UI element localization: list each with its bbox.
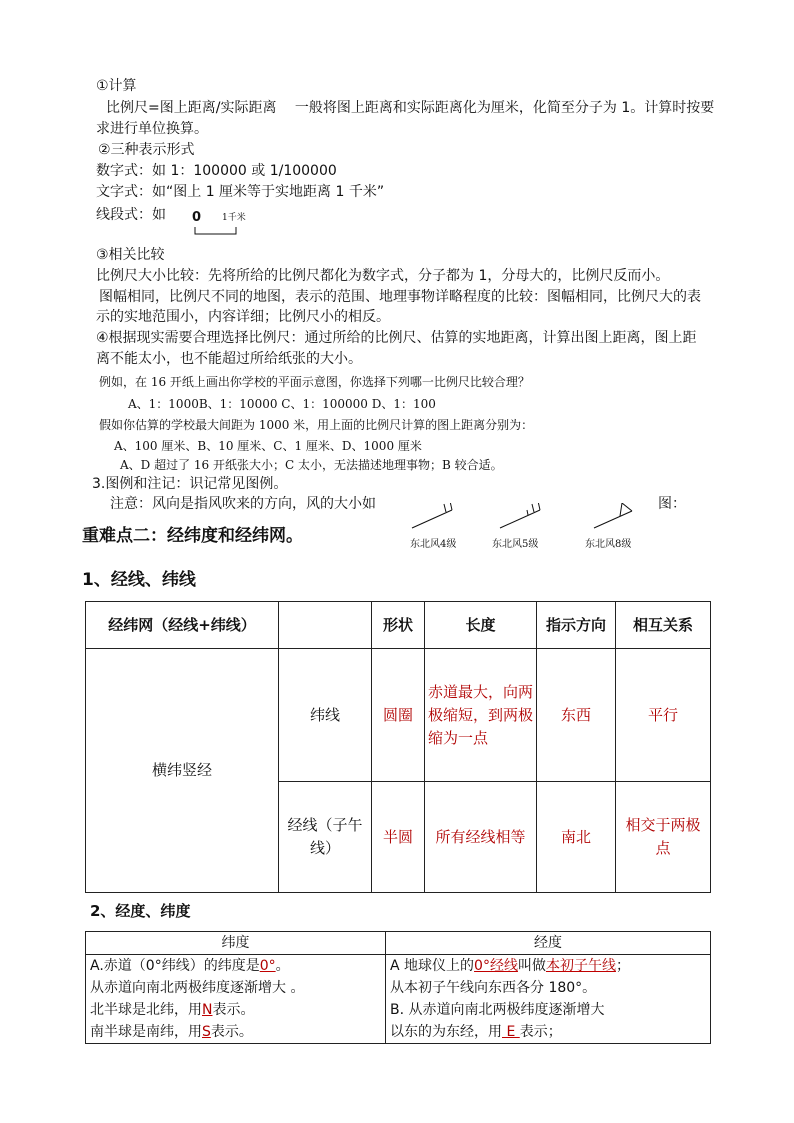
- row-shape: 半圆: [372, 782, 425, 893]
- wind-label-5: 东北风5级: [492, 539, 539, 550]
- calc-title: ①计算: [96, 78, 137, 94]
- longitude-line-2: 从本初子午线向东西各分 180°。: [390, 980, 597, 996]
- latitude-cell: [86, 955, 386, 1044]
- wind-symbols: [408, 503, 648, 533]
- compare-line-1: 比例尺大小比较：先将所给的比例尺都化为数字式，分子都为 1，分母大的，比例尺反而小。: [96, 268, 670, 284]
- section-heading-1: 1、经线、纬线: [82, 570, 196, 590]
- blank-fill: 本初子午线: [545, 958, 616, 974]
- wind-note: 注意：风向是指风吹来的方向，风的大小如: [110, 496, 376, 512]
- wind-label-8: 东北风8级: [585, 539, 632, 550]
- row-group-label: 横纬竖经: [86, 649, 279, 893]
- row-name: 纬线: [279, 649, 372, 782]
- longitude-line-3: B. 从赤道向南北两极纬度逐渐增大: [390, 1002, 605, 1018]
- blank-fill: E: [502, 1024, 520, 1040]
- header-relation: 相互关系: [616, 602, 711, 649]
- wind-barb-8: [594, 503, 632, 528]
- scale-unit: 1千米: [222, 213, 246, 223]
- wind-barb-5: [500, 503, 540, 528]
- example-results: A、100 厘米、B、10 厘米、C、1 厘米、D、1000 厘米: [114, 439, 422, 453]
- compare-line-2: 图幅相同，比例尺不同的地图，表示的范围、地理事物详略程度的比较：图幅相同，比例尺大的表: [99, 289, 701, 305]
- latitude-line-1: A.赤道（0°纬线）的纬度是0°。: [90, 958, 290, 974]
- latitude-header: 纬度: [86, 932, 386, 955]
- row-relation: 相交于两极点: [616, 782, 711, 893]
- choose-line-1: ④根据现实需要合理选择比例尺：通过所给的比例尺、估算的实地距离，计算出图上距离，图上距: [96, 330, 697, 346]
- calc-line-1: [106, 98, 714, 118]
- latitude-line-2: 从赤道向南北两极纬度逐渐增大 。: [90, 980, 305, 996]
- legend-title: 3.图例和注记：识记常见图例。: [92, 476, 288, 492]
- latitude-longitude-table: [85, 931, 711, 1044]
- scale-zero: 0: [192, 210, 202, 225]
- row-direction: 东西: [537, 649, 616, 782]
- blank-fill: N: [202, 1002, 213, 1018]
- wind-note-end: 图：: [658, 496, 686, 512]
- latitude-line-4: 南半球是南纬，用S表示。: [90, 1024, 253, 1040]
- row-length: 赤道最大，向两极缩短，到两极缩为一点: [425, 649, 537, 782]
- row-direction: 南北: [537, 782, 616, 893]
- choose-line-2: 离不能太小，也不能超过所给纸张的大小。: [96, 351, 362, 367]
- compare-title: ③相关比较: [96, 247, 165, 263]
- form-line-label: 线段式：如: [96, 207, 166, 223]
- meridian-parallel-table: [85, 601, 711, 893]
- header-direction: 指示方向: [537, 602, 616, 649]
- header-grid: 经纬网（经线+纬线）: [86, 602, 279, 649]
- blank-fill: 0°经线: [474, 958, 518, 974]
- header-shape: 形状: [372, 602, 425, 649]
- scale-formula: 比例尺=图上距离/实际距离: [106, 100, 277, 116]
- table-row: [86, 955, 711, 1044]
- row-length: 所有经线相等: [425, 782, 537, 893]
- row-shape: 圆圈: [372, 649, 425, 782]
- table-header-row: [86, 602, 711, 649]
- table-row: [86, 649, 711, 782]
- compare-line-3: 示的实地范围小，内容详细；比例尺小的相反。: [96, 309, 390, 325]
- latitude-line-3: 北半球是北纬，用N表示。: [90, 1002, 255, 1018]
- row-relation: 平行: [616, 649, 711, 782]
- example-question: 例如，在 16 开纸上画出你学校的平面示意图，你选择下列哪一比例尺比较合理？: [99, 375, 530, 389]
- longitude-line-4: 以东的为东经，用 E 表示；: [390, 1024, 562, 1040]
- calc-instruction: 一般将图上距离和实际距离化为厘米，化简至分子为 1。计算时按要: [294, 100, 715, 116]
- longitude-line-1: A 地球仪上的0°经线叫做本初子午线；: [390, 958, 630, 974]
- example-options: A、1：1000B、1：10000 C、1：100000 D、1：100: [128, 397, 436, 411]
- blank-fill: S: [202, 1024, 211, 1040]
- longitude-header: 经度: [386, 932, 711, 955]
- example-question-2: 假如你估算的学校最大间距为 1000 米，用上面的比例尺计算的图上距离分别为：: [99, 418, 534, 432]
- header-length: 长度: [425, 602, 537, 649]
- example-conclusion: A、D 超过了 16 开纸张大小；C 太小，无法描述地理事物；B 较合适。: [120, 458, 503, 472]
- calc-line-2: 求进行单位换算。: [96, 121, 208, 137]
- line-scale-bar: [194, 226, 238, 236]
- row-name: 经线（子午线）: [279, 782, 372, 893]
- wind-barb-4: [412, 503, 452, 528]
- blank-fill: 0°: [259, 958, 276, 974]
- longitude-cell: [386, 955, 711, 1044]
- section-heading-2: 2、经度、纬度: [90, 902, 191, 920]
- key-point-2-heading: 重难点二：经纬度和经纬网。: [82, 526, 303, 546]
- form-numeric: 数字式：如 1：100000 或 1/100000: [96, 163, 337, 179]
- forms-title: ②三种表示形式: [98, 142, 195, 158]
- header-empty: [279, 602, 372, 649]
- form-text: 文字式：如“图上 1 厘米等于实地距离 1 千米”: [96, 184, 385, 200]
- table-header-row: [86, 932, 711, 955]
- wind-label-4: 东北风4级: [410, 539, 457, 550]
